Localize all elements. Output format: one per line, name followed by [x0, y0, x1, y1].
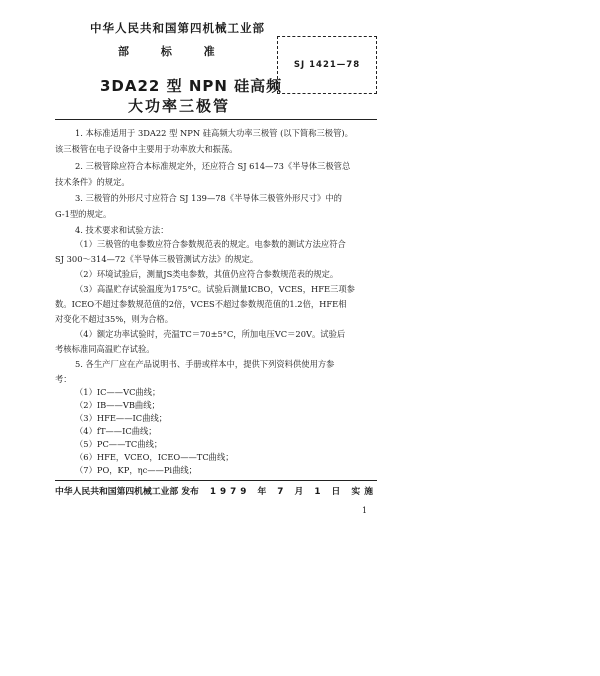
body-line: 数。ICEO不超过参数规范值的2倍，VCES不超过参数规范值的1.2倍，HFE相 [55, 299, 347, 309]
body-line: 考： [55, 374, 72, 384]
body-line: （2）环境试验后，测量JS类电参数，其值仍应符合参数规范表的规定。 [75, 269, 339, 279]
title-line-2: 大功率三极管 [128, 97, 231, 115]
body-line: （4）额定功率试验时，壳温TC＝70±5°C，所加电压VC＝20V。试验后 [75, 329, 346, 339]
bottom-rule [55, 480, 377, 481]
body-line: （5）PC——TC曲线； [75, 439, 163, 449]
body-line: （1）IC——VC曲线； [75, 387, 161, 397]
standard-type: 部 标 准 [118, 45, 229, 58]
page-number: 1 [362, 506, 368, 515]
body-line: 技术条件》的规定。 [55, 177, 130, 187]
standard-code: SJ 1421—78 [293, 60, 361, 70]
body-line: SJ 300～314—72《半导体三极管测试方法》的规定。 [55, 254, 259, 264]
body-line: 1. 本标准适用于 3DA22 型 NPN 硅高频大功率三极管 (以下简称三极管)。 [75, 128, 353, 138]
top-rule [55, 119, 377, 120]
body-line: （3）HFE——IC曲线； [75, 413, 168, 423]
body-line: （2）IB——VB曲线； [75, 400, 160, 410]
effective-date: 1979 年 7 月 1 日 实施 [209, 487, 377, 497]
body-line: 对变化不超过35%，则为合格。 [55, 314, 174, 324]
issuer-text: 中华人民共和国第四机械工业部 发布 [55, 487, 199, 497]
body-line: 该三极管在电子设备中主要用于功率放大和振荡。 [55, 144, 238, 154]
title-line-1: 3DA22 型 NPN 硅高频 [100, 77, 283, 95]
body-line: （1）三极管的电参数应符合参数规范表的规定。电参数的测试方法应符合 [75, 239, 346, 249]
body-line: （3）高温贮存试验温度为175°C。试验后测量ICBO，VCES，HFE三项参 [75, 284, 355, 294]
body-line: G-1型的规定。 [55, 209, 112, 219]
body-line: 5. 各生产厂应在产品说明书、手册或样本中，提供下列资料供使用方参 [75, 359, 335, 369]
ministry-name: 中华人民共和国第四机械工业部 [90, 21, 265, 35]
footer [55, 484, 377, 497]
body-line: （6）HFE，VCEO，ICEO——TC曲线； [75, 452, 234, 462]
body-line: 2. 三极管除应符合本标准规定外，还应符合 SJ 614—73《半导体三极管总 [75, 161, 351, 171]
body-line: （4）fT——IC曲线； [75, 426, 157, 436]
body-line: 4. 技术要求和试验方法： [75, 225, 169, 235]
body-line: 考核标准同高温贮存试验。 [55, 344, 155, 354]
body-line: 3. 三极管的外形尺寸应符合 SJ 139—78《半导体三极管外形尺寸》中的 [75, 193, 342, 203]
standard-code-box [277, 36, 377, 94]
body-line: （7）PO，KP，ηc——Pi曲线； [75, 465, 197, 475]
